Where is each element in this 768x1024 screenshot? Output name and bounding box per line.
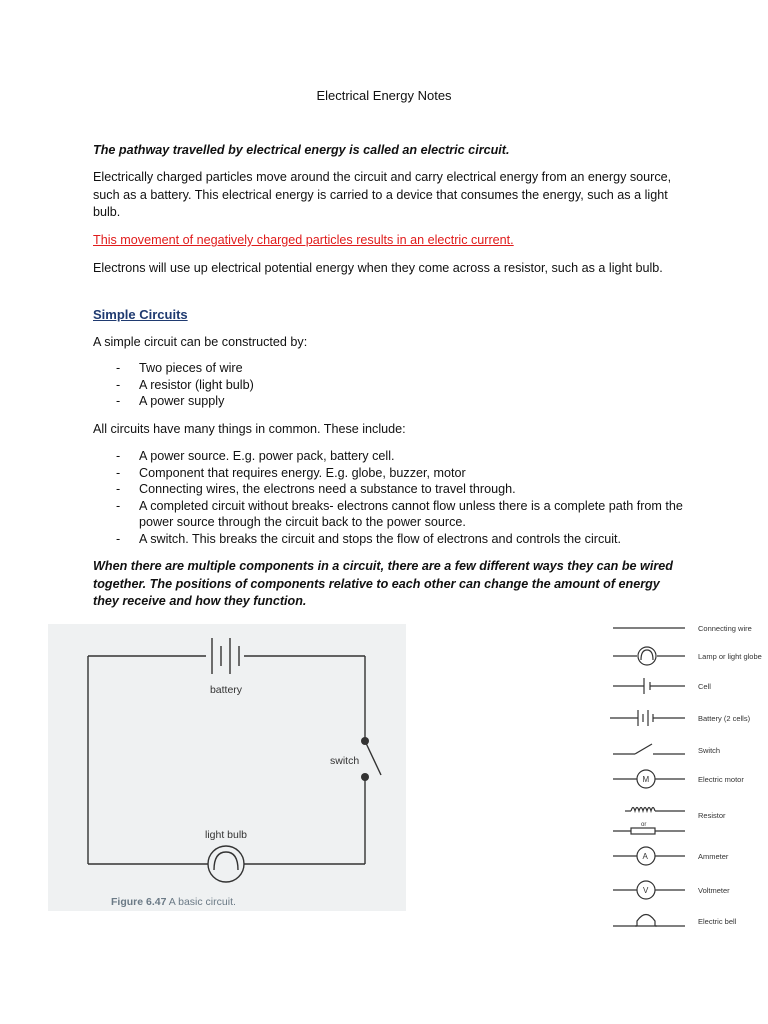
list-item: - A switch. This breaks the circuit and stops the flow of electrons and controls the circuit. — [93, 531, 683, 548]
switch-label: switch — [330, 755, 360, 767]
list-item: - Component that requires energy. E.g. globe, buzzer, motor — [93, 465, 683, 482]
caption-prefix: Figure 6.47 — [111, 896, 167, 908]
symbol-label-lamp: Lamp or light globe — [698, 652, 762, 661]
paragraph-charged-particles: Electrically charged particles move around the circuit and carry electrical energy from an energy source, such as a battery. This electrical energy is carried to a device that consumes the energy, such as a light bulb. — [93, 170, 672, 219]
multiple-components-paragraph: When there are multiple components in a circuit, there are a few different ways they can be wired together. The positions of components relative to each other can change the amount of energy they receive and how they function. — [93, 559, 673, 608]
bell-icon — [637, 915, 655, 927]
symbols-diagram — [605, 616, 765, 936]
battery-label: battery — [209, 684, 243, 696]
symbol-label-voltmeter: Voltmeter — [698, 886, 730, 895]
simple-circuit-list — [93, 360, 683, 410]
document-title: Electrical Energy Notes — [316, 88, 452, 103]
current-definition: This movement of negatively charged particles results in an electric current. — [93, 233, 514, 247]
symbol-label-ammeter: Ammeter — [698, 852, 729, 861]
switch-contact — [361, 773, 369, 781]
symbol-label-battery: Battery (2 cells) — [698, 714, 751, 723]
basic-circuit-figure — [48, 624, 406, 911]
symbol-label-bell: Electric bell — [698, 917, 737, 926]
voltmeter-letter: V — [643, 886, 649, 895]
motor-letter: M — [642, 775, 650, 784]
simple-circuit-intro: A simple circuit can be constructed by: — [93, 335, 308, 349]
list-item: - Connecting wires, the electrons need a substance to travel through. — [93, 481, 683, 498]
resistor-or: or — [641, 822, 647, 828]
list-item: - A power source. E.g. power pack, battery cell. — [93, 448, 683, 465]
figure-caption — [111, 896, 236, 908]
symbol-label-motor: Electric motor — [698, 775, 744, 784]
resistor-box-icon — [631, 828, 655, 834]
bulb-filament — [214, 852, 238, 870]
symbol-label-switch: Switch — [698, 746, 721, 755]
switch-lever — [365, 741, 381, 775]
list-item: - A power supply — [93, 393, 683, 410]
resistor-icon — [631, 808, 655, 812]
symbol-label-cell: Cell — [698, 682, 711, 691]
common-intro: All circuits have many things in common. These include: — [93, 422, 406, 436]
caption-text: A basic circuit. — [166, 896, 236, 908]
list-item: - Two pieces of wire — [93, 360, 683, 377]
light-bulb-label: light bulb — [204, 829, 248, 841]
circuit-diagram — [48, 624, 406, 911]
switch-contact — [361, 737, 369, 745]
common-list — [93, 448, 683, 548]
list-item: - A completed circuit without breaks- electrons cannot flow unless there is a complete path from the power source through the circuit back to the power source. — [93, 498, 683, 531]
ammeter-letter: A — [642, 852, 648, 861]
intro-statement: The pathway travelled by electrical energy is called an electric circuit. — [93, 143, 510, 157]
symbol-label-resistor: Resistor — [698, 811, 726, 820]
paragraph-electrons: Electrons will use up electrical potential energy when they come across a resistor, such as a light bulb. — [93, 261, 663, 275]
list-item: - A resistor (light bulb) — [93, 377, 683, 394]
switch-icon — [635, 744, 652, 754]
circuit-symbols-legend — [605, 616, 765, 936]
symbol-label-connecting-wire: Connecting wire — [698, 624, 752, 633]
section-heading-simple-circuits: Simple Circuits — [93, 307, 188, 322]
